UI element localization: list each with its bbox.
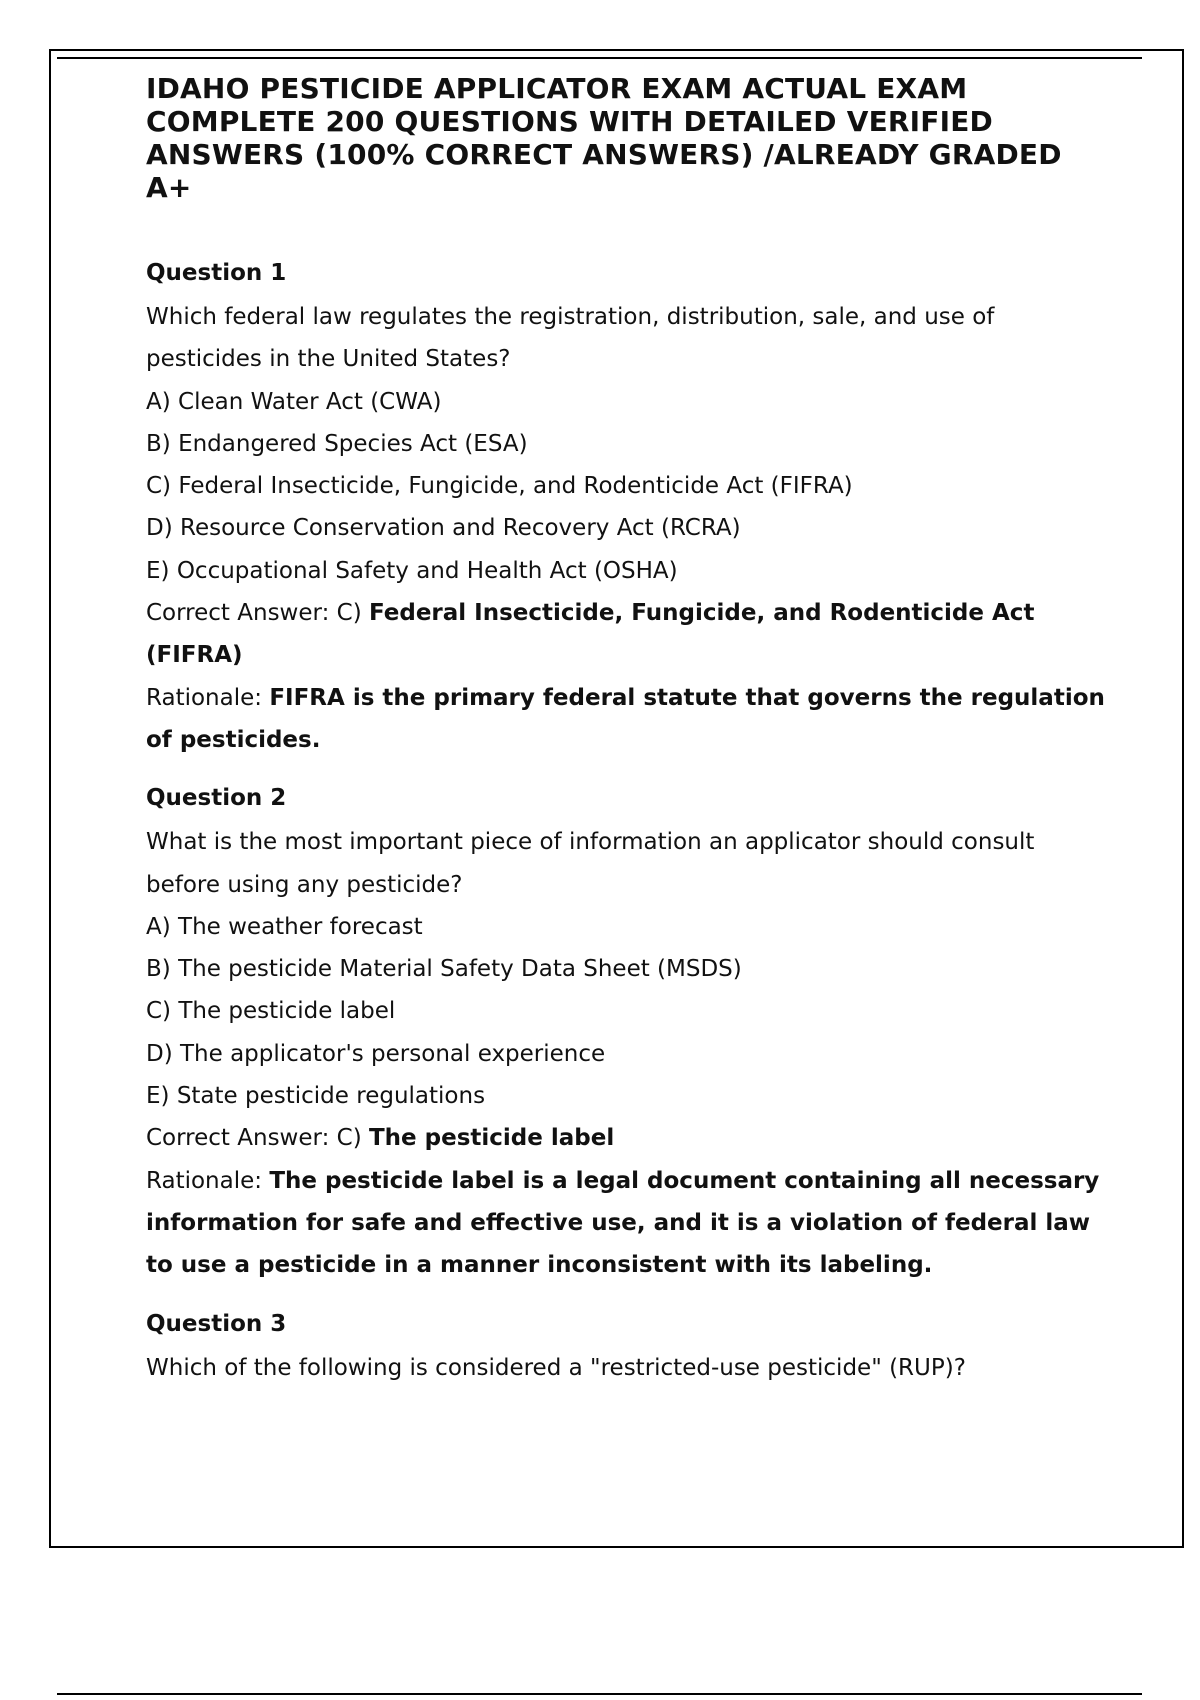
correct-answer-letter: C) — [336, 1125, 369, 1152]
rationale-text: FIFRA is the primary federal statute that governs the regulation of pesticides. — [146, 684, 1105, 753]
answer-option: E) Occupational Safety and Health Act (OSHA) — [146, 557, 678, 584]
question-block — [146, 254, 1106, 761]
answer-option: D) Resource Conservation and Recovery Act (RCRA) — [146, 515, 741, 542]
rationale-label: Rationale: — [146, 684, 270, 711]
document-body — [146, 72, 1106, 1407]
answer-option: D) The applicator's personal experience — [146, 1040, 606, 1067]
correct-answer-text: Federal Insecticide, Fungicide, and Rodenticide Act (FIFRA) — [146, 600, 1035, 669]
document-title: IDAHO PESTICIDE APPLICATOR EXAM ACTUAL EXAM COMPLETE 200 QUESTIONS WITH DETAILED VERIFIED ANSWERS (100% CORRECT ANSWERS) /ALREADY GRADED A+ — [146, 72, 1062, 204]
correct-answer — [146, 592, 1106, 677]
rationale — [146, 1160, 1106, 1287]
footer-rule — [57, 1693, 1142, 1695]
question-heading: Question 3 — [146, 1310, 287, 1337]
question-stem: Which of the following is considered a "restricted-use pesticide" (RUP)? — [146, 1354, 966, 1381]
answer-option: B) The pesticide Material Safety Data Sheet (MSDS) — [146, 956, 742, 983]
answer-option: E) State pesticide regulations — [146, 1083, 486, 1110]
answer-option: B) Endangered Species Act (ESA) — [146, 430, 528, 457]
question-heading: Question 1 — [146, 260, 287, 286]
correct-answer-label: Correct Answer: — [146, 1125, 337, 1152]
correct-answer-label: Correct Answer: — [146, 600, 337, 627]
header-rule — [57, 57, 1142, 59]
question-heading: Question 2 — [146, 785, 287, 812]
answer-option: A) Clean Water Act (CWA) — [146, 388, 442, 415]
answer-option: C) The pesticide label — [146, 998, 396, 1025]
answer-option: A) The weather forecast — [146, 913, 423, 940]
question-stem: What is the most important piece of information an applicator should consult before using any pesticide? — [146, 829, 1035, 898]
rationale — [146, 677, 1106, 762]
question-stem: Which federal law regulates the registration, distribution, sale, and use of pesticides in the United States? — [146, 304, 995, 373]
correct-answer-text: The pesticide label — [368, 1125, 615, 1152]
correct-answer-letter: C) — [336, 600, 369, 627]
question-block — [146, 1305, 1106, 1389]
correct-answer — [146, 1117, 1106, 1159]
rationale-label: Rationale: — [146, 1167, 270, 1194]
question-block — [146, 779, 1106, 1286]
rationale-text: The pesticide label is a legal document containing all necessary information for safe and effective use, and it is a violation of federal law to use a pesticide in a manner inconsistent with its labeling. — [146, 1167, 1100, 1279]
answer-option: C) Federal Insecticide, Fungicide, and Rodenticide Act (FIFRA) — [146, 473, 853, 500]
